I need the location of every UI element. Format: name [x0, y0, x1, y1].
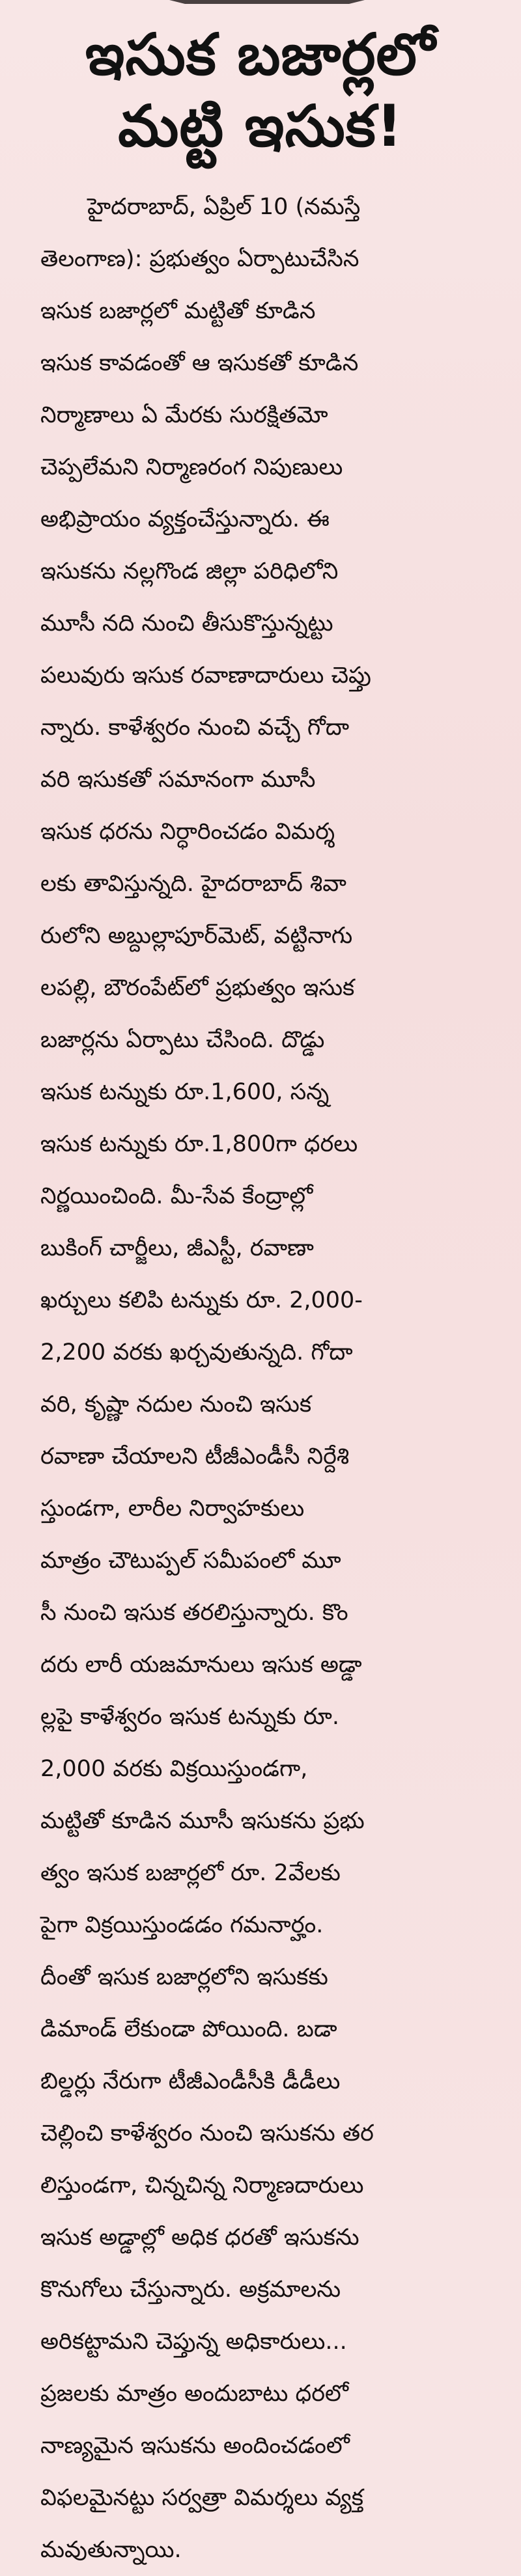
article-line: ల్లపై కాళేశ్వరం ఇసుక టన్నుకు రూ. [40, 1704, 340, 1730]
article-line: బజార్లను ఏర్పాటు చేసింది. దొడ్డు [40, 1027, 325, 1053]
article-line: బుకింగ్ చార్జీలు, జీఎస్టీ, రవాణా [40, 1235, 314, 1261]
previous-article-remnant [169, 0, 365, 7]
article-line: బిల్డర్లు నేరుగా టీజీఎండీసీకి డీడీలు [40, 2068, 341, 2094]
article-line: అరికట్టామని చెప్తున్న అధికారులు... [40, 2329, 347, 2355]
article-line: ఇసుక బజార్లలో మట్టితో కూడిన [40, 298, 316, 324]
article-line: అభిప్రాయం వ్యక్తంచేస్తున్నారు. ఈ [40, 506, 330, 532]
article-line: నాణ్యమైన ఇసుకను అందించడంలో [40, 2433, 350, 2459]
article-line: స్తుండగా, లారీల నిర్వాహకులు [40, 1496, 305, 1522]
article-line: 2,200 వరకు ఖర్చవుతున్నది. గోదా [40, 1339, 353, 1365]
article-line: దరు లారీ యజమానులు ఇసుక అడ్డా [40, 1652, 362, 1678]
article-line: డిమాండ్ లేకుండా పోయింది. బడా [40, 2016, 337, 2042]
article-line: పలువురు ఇసుక రవాణాదారులు చెప్తు [40, 663, 371, 689]
article-line: చెల్లించి కాళేశ్వరం నుంచి ఇసుకను తర [40, 2120, 374, 2146]
article-line: సీ నుంచి ఇసుక తరలిస్తున్నారు. కొం [40, 1600, 348, 1626]
article-line: కొనుగోలు చేస్తున్నారు. అక్రమాలను [40, 2277, 341, 2303]
article-line: హైదరాబాద్, ఏప్రిల్ 10 (నమస్తే [87, 194, 361, 220]
article-line: మవుతున్నాయి. [40, 2537, 182, 2563]
article-line: నిర్ణయించింది. మీ-సేవ కేంద్రాల్లో [40, 1183, 313, 1209]
article-line: ప్రజలకు మాత్రం అందుబాటు ధరలో [40, 2381, 348, 2407]
article-line: మూసీ నది నుంచి తీసుకొస్తున్నట్టు [40, 610, 333, 637]
article-line: లపల్లి, బౌరంపేట్‌లో ప్రభుత్వం ఇసుక [40, 975, 355, 1001]
article-line: రవాణా చేయాలని టీజీఎండీసీ నిర్దేశి [40, 1444, 350, 1470]
article-line: చెప్పలేమని నిర్మాణరంగ నిపుణులు [40, 454, 343, 480]
article-body [40, 181, 481, 2576]
article-line: ఇసుక కావడంతో ఆ ఇసుకతో కూడిన [40, 350, 359, 376]
article-line: 2,000 వరకు విక్రయిస్తుండగా, [40, 1756, 308, 1782]
article-line: మట్టితో కూడిన మూసీ ఇసుకను ప్రభు [40, 1808, 365, 1834]
article-line: పైగా విక్రయిస్తుండడం గమనార్హం. [40, 1912, 324, 1938]
headline-line-1: ఇసుక బజార్లలో [85, 21, 436, 88]
article-line: రులోని అబ్దుల్లాపూర్‌మెట్, వట్టినాగు [40, 923, 353, 949]
article-line: ఇసుక ధరను నిర్ధారించడం విమర్శ [40, 819, 335, 845]
article-line: లిస్తుండగా, చిన్నచిన్న నిర్మాణదారులు [40, 2172, 364, 2199]
article-line: లకు తావిస్తున్నది. హైదరాబాద్ శివా [40, 871, 346, 897]
article-line: ఖర్చులు కలిపి టన్నుకు రూ. 2,000- [40, 1287, 363, 1313]
article-line: ఇసుక టన్నుకు రూ.1,800గా ధరలు [40, 1131, 358, 1157]
article-line: తెలంగాణ): ప్రభుత్వం ఏర్పాటుచేసిన [40, 246, 359, 272]
article-line: త్వం ఇసుక బజార్లలో రూ. 2వేలకు [40, 1860, 341, 1886]
article-line: ఇసుకను నల్లగొండ జిల్లా పరిధిలోని [40, 558, 339, 584]
article-line: విఫలమైనట్టు సర్వత్రా విమర్శలు వ్యక్త [40, 2485, 364, 2511]
article-line: నిర్మాణాలు ఏ మేరకు సురక్షితమో [40, 402, 328, 428]
article-line: మాత్రం చౌటుప్పల్ సమీపంలో మూ [40, 1548, 341, 1574]
article-line: న్నారు. కాళేశ్వరం నుంచి వచ్చే గోదా [40, 715, 350, 741]
article-line: ఇసుక టన్నుకు రూ.1,600, సన్న [40, 1079, 330, 1105]
article-line: వరి, కృష్ణా నదుల నుంచి ఇసుక [40, 1391, 312, 1418]
article-line: వరి ఇసుకతో సమానంగా మూసీ [40, 767, 316, 793]
article-line: ఇసుక అడ్డాల్లో అధిక ధరతో ఇసుకను [40, 2225, 359, 2251]
headline-line-2: మట్టి ఇసుక! [118, 92, 403, 159]
article-line: దీంతో ఇసుక బజార్లలోని ఇసుకకు [40, 1964, 328, 1990]
